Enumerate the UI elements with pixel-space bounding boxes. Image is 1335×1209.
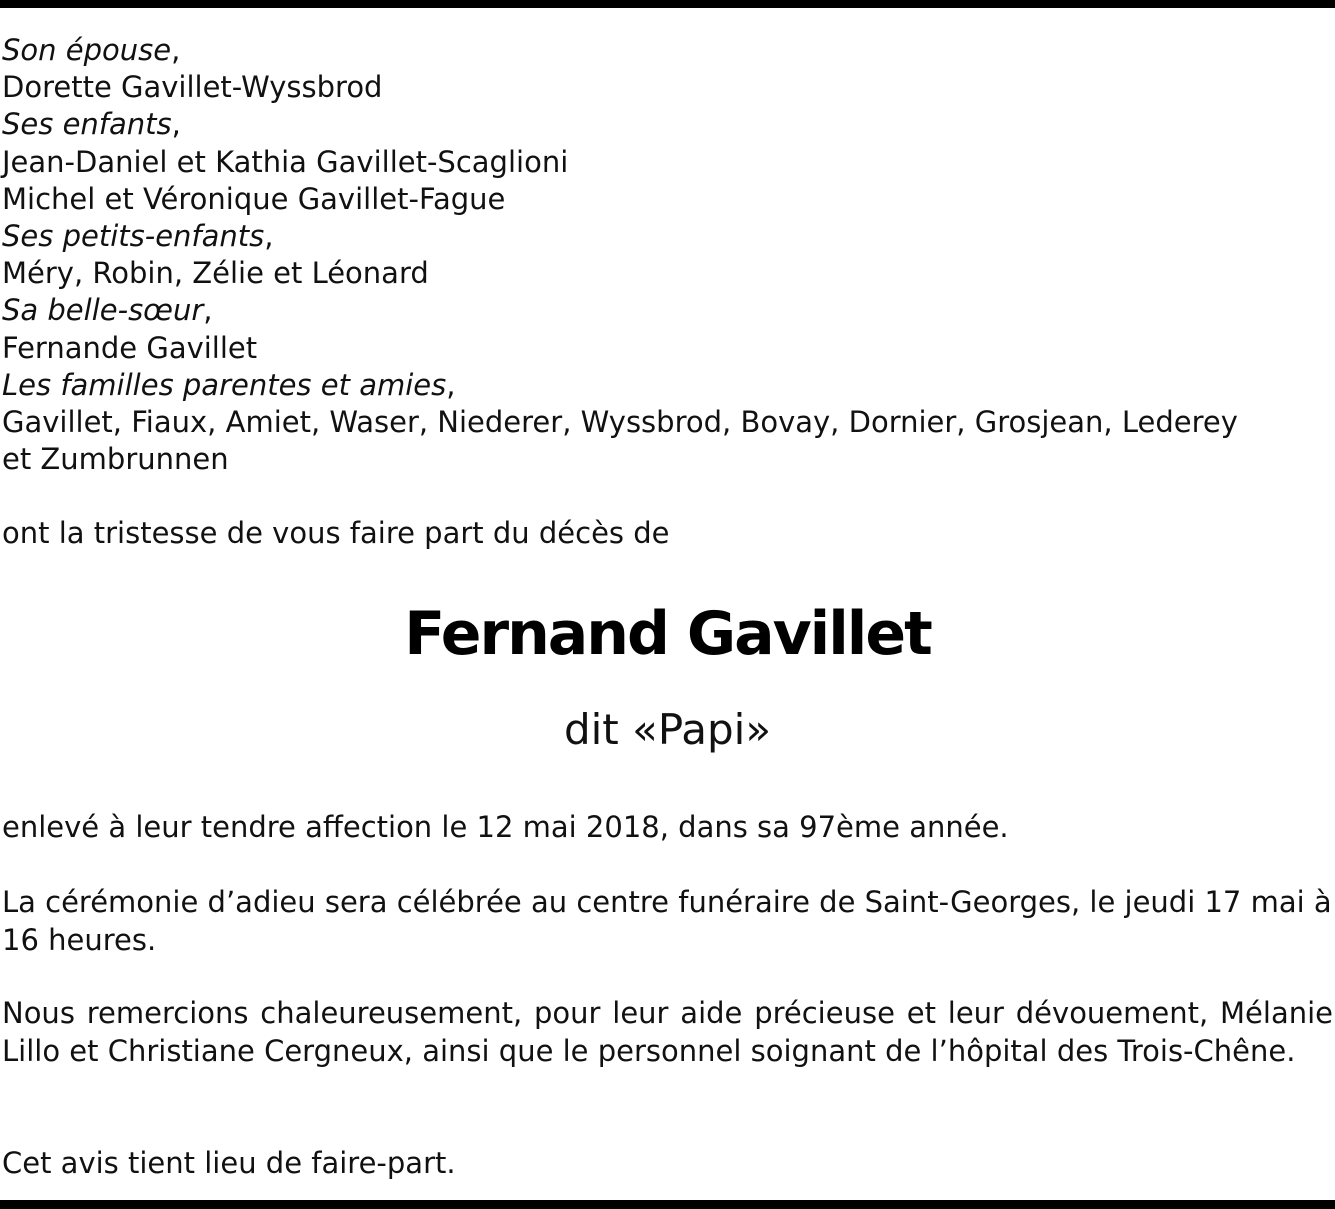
family-role: Ses enfants <box>2 107 172 142</box>
deceased-nickname: dit «Papi» <box>563 705 772 754</box>
punctuation: , <box>264 219 274 254</box>
bottom-rule <box>0 1200 1335 1209</box>
family-names: Méry, Robin, Zélie et Léonard <box>2 256 429 291</box>
deceased-name: Fernand Gavillet <box>404 599 931 669</box>
punctuation: , <box>171 107 181 142</box>
top-rule <box>0 0 1335 8</box>
family-line <box>2 32 1332 69</box>
family-names: Dorette Gavillet-Wyssbrod <box>2 70 383 105</box>
family-role: Les familles parentes et amies <box>2 367 447 402</box>
family-line <box>2 106 1332 143</box>
family-names: Michel et Véronique Gavillet-Fague <box>2 181 506 216</box>
ceremony-paragraph: La cérémonie d’adieu sera célébrée au centre funéraire de Saint-Georges, le jeudi 17 mai à 16 heures. <box>2 885 1332 957</box>
punctuation: , <box>171 33 181 67</box>
family-names: et Zumbrunnen <box>2 442 229 477</box>
death-paragraph: enlevé à leur tendre affection le 12 mai 2018, dans sa 97ème année. <box>2 810 1009 844</box>
family-line <box>2 367 1332 404</box>
family-list <box>2 32 1332 478</box>
family-line <box>2 218 1332 255</box>
family-role: Sa belle-sœur <box>2 293 204 328</box>
punctuation: , <box>446 367 456 402</box>
family-names: Gavillet, Fiaux, Amiet, Waser, Niederer, Wyssbrod, Bovay, Dornier, Grosjean, Lederey <box>2 405 1238 440</box>
family-names: Fernande Gavillet <box>2 330 258 365</box>
family-names: Jean-Daniel et Kathia Gavillet-Scaglioni <box>2 144 569 179</box>
family-role: Son épouse <box>2 33 172 67</box>
family-role: Ses petits-enfants <box>2 219 265 254</box>
family-line <box>2 292 1332 329</box>
intro-text: ont la tristesse de vous faire part du décès de <box>2 516 670 550</box>
punctuation: , <box>203 293 213 328</box>
thanks-paragraph: Nous remercions chaleureusement, pour leur aide précieuse et leur dévouement, Mélanie Lillo et Christiane Cergneux, ainsi que le personnel soignant de l’hôpital des Trois-Chêne. <box>2 996 1333 1068</box>
notice-paragraph: Cet avis tient lieu de faire-part. <box>2 1146 456 1180</box>
